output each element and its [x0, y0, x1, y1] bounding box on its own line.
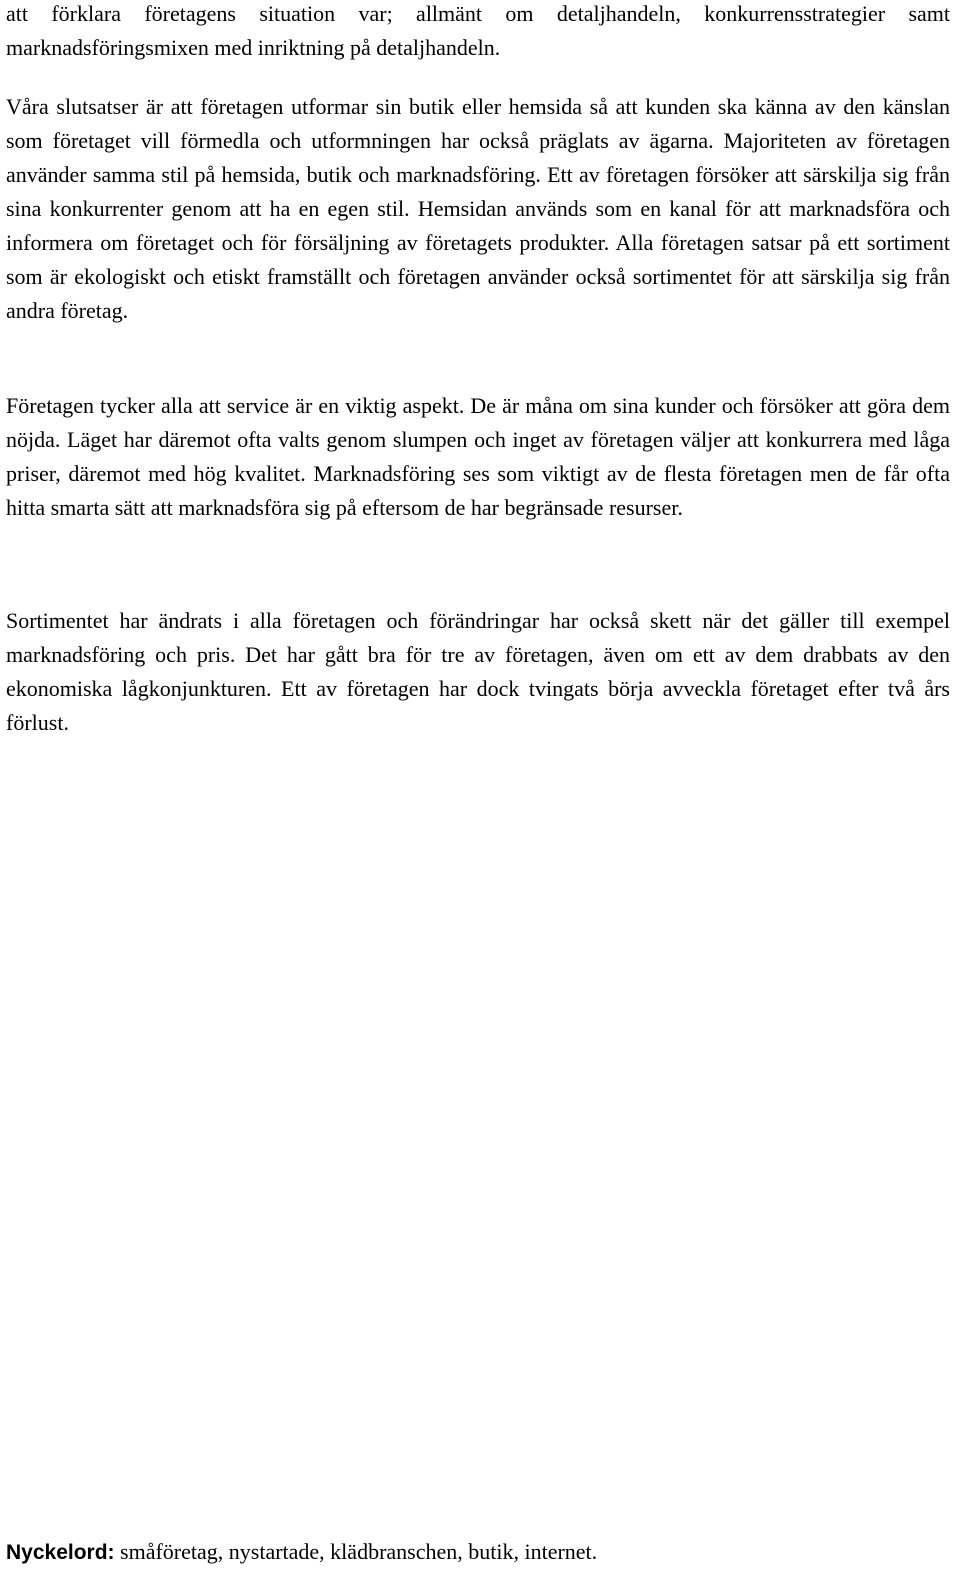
paragraph-intro-continuation: att förklara företagens situation var; allmänt om detaljhandeln, konkurrensstrategier samt marknadsföringsmixen med inriktning på detaljhandeln.	[6, 1, 950, 60]
keywords-text: småföretag, nystartade, klädbranschen, butik, internet.	[114, 1539, 598, 1564]
paragraph-assortment: Sortimentet har ändrats i alla företagen och förändringar har också skett när det gäller till exempel marknadsföring och pris. Det har gått bra för tre av företagen, även om ett av dem drabbats av den ekonomiska lågkonjunkturen. Ett av företagen har dock tvingats börja avveckla företaget efter två års förlust.	[6, 608, 950, 735]
paragraph-conclusions: Våra slutsatser är att företagen utformar sin butik eller hemsida så att kunden ska känna av den känslan som företaget vill förmedla och utformningen har också präglats av ägarna. Majoriteten av företagen använder samma stil på hemsida, butik och marknadsföring. Ett av företagen försöker att särskilja sig från sina konkurrenter genom att ha en egen stil. Hemsidan används som en kanal för att marknadsföra och informera om företaget och för försäljning av företagets produkter. Alla företagen satsar på ett sortiment som är ekologiskt och etiskt framställt och företagen använder också sortimentet för att särskilja sig från andra företag.	[6, 94, 950, 323]
keywords-line	[6, 1535, 950, 1570]
paragraph-service: Företagen tycker alla att service är en viktig aspekt. De är måna om sina kunder och försöker att göra dem nöjda. Läget har däremot ofta valts genom slumpen och inget av företagen väljer att konkurrera med låga priser, däremot med hög kvalitet. Marknadsföring ses som viktigt av de flesta företagen men de får ofta hitta smarta sätt att marknadsföra sig på eftersom de har begränsade resurser.	[6, 393, 950, 520]
keywords-label: Nyckelord:	[6, 1541, 115, 1564]
